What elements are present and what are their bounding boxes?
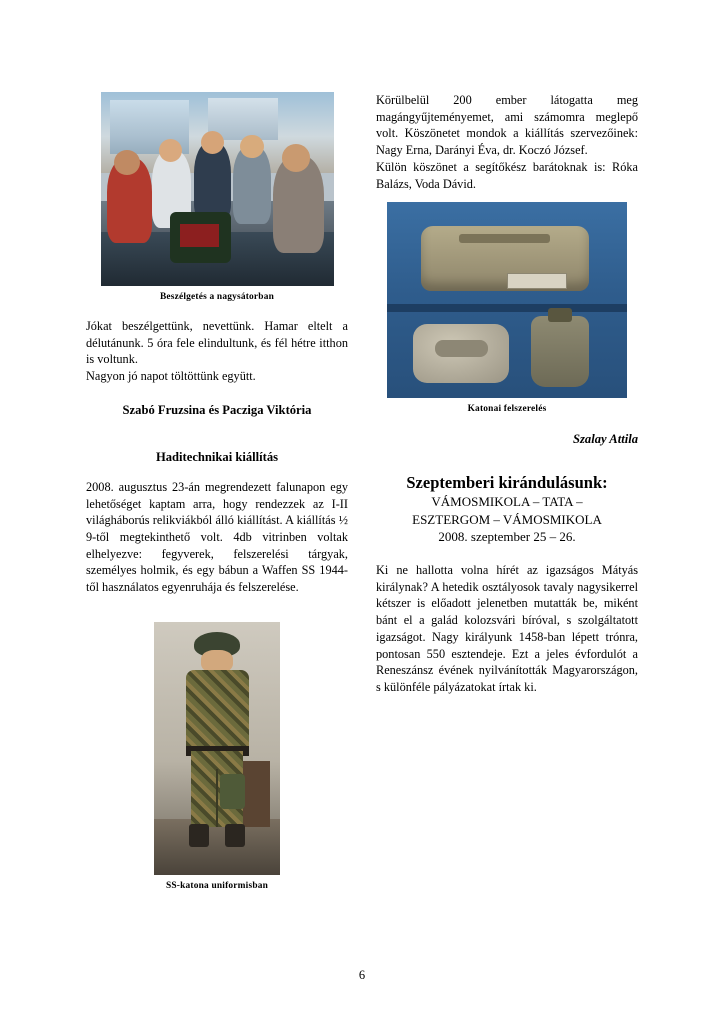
trip-route-line-1: VÁMOSMIKOLA – TATA – (431, 494, 583, 510)
photo-person-3-head (201, 131, 224, 154)
photo-exhibit-label (507, 273, 567, 289)
photo-floor (154, 819, 280, 875)
right-paragraph-3: Ki ne hallotta volna hírét az igazságos Mátyás királynak? A hetedik osztályosok tavaly nagysikerrel kétszer is előadott jelenetben mutatták be, miként bánt el a galád kolozsvári bíróval, s szolgáltatott igazságot. Nagy királyunk 1458-ban lépett trónra, pontosan 550 esztendeje. Ezt a jeles évfordulót a Reneszánsz évének nyilvánították Magyarországon, s különféle pályázatokat írtak ki. (376, 562, 638, 694)
left-column (86, 92, 348, 891)
photo-leg-separation (216, 769, 219, 827)
photo-person-4-head (240, 135, 263, 158)
right-paragraph-2: Külön köszönet a segítőkész barátoknak is: Róka Balázs, Voda Dávid. (376, 159, 638, 191)
photo-person-4 (233, 146, 270, 224)
right-paragraph-1: Körülbelül 200 ember látogatta meg magángyűjteményemet, ami számomra meglepő volt. Köszönetet mondok a kiállítás szervezőinek: Nagy Erna, Darányi Éva, dr. Koczó József. (376, 93, 638, 158)
article-byline-1: Szabó Fruzsina és Pacziga Viktória (122, 402, 312, 417)
right-column (376, 92, 638, 891)
section-title-exhibition: Haditechnikai kiállítás (155, 449, 279, 464)
spacer (376, 192, 638, 202)
photo-caption-equipment: Katonai felszerelés (467, 404, 547, 415)
left-paragraph-1: Jókat beszélgettünk, nevettünk. Hamar eltelt a délutánunk. 5 óra fele elindultunk, és fél hétre itthon is voltunk. (86, 319, 348, 367)
left-paragraph-3: 2008. augusztus 23-án megrendezett falunapon egy lehetőséget kaptam arra, hogy rendezzek az I-II világháborús relikviákból álló kiállítást. A kiállítás ½ 9-től megtekinthető volt. 4db vitrinben voltak elhelyezve: fegyverek, felszerelési tárgyak, személyes holmik, és egy bábun a Waffen SS 1944-től használatos egyenruhája és felszerelése. (86, 479, 348, 595)
photo-shelf-edge (387, 304, 627, 312)
spacer (86, 302, 348, 318)
photo-caption-ss-soldier: SS-katona uniformisban (165, 880, 269, 891)
left-paragraph-2: Nagyon jó napot töltöttünk együtt. (86, 369, 256, 384)
photo-mess-tin-handle (435, 340, 488, 358)
photo-boot-right (225, 824, 245, 847)
photo-caption-tent: Beszélgetés a nagysátorban (159, 292, 275, 302)
photo-bag-strap (459, 234, 550, 244)
trip-date: 2008. szeptember 25 – 26. (438, 529, 576, 545)
page-number: 6 (358, 968, 366, 982)
photo-person-5-head (282, 144, 310, 171)
section-title-trip: Szeptemberi kirándulásunk: (406, 473, 608, 493)
trip-route-line-2: ESZTERGOM – VÁMOSMIKOLA (412, 511, 602, 527)
photo-person-3 (194, 142, 231, 220)
spacer (376, 546, 638, 562)
photo-backpack-label (180, 224, 220, 247)
photo-military-equipment (387, 202, 627, 398)
article-byline-2: Szalay Attila (573, 432, 638, 447)
photo-ss-soldier-uniform (154, 622, 280, 875)
two-column-layout (86, 92, 638, 891)
photo-canteen-cap (548, 308, 572, 322)
photo-boot-left (189, 824, 209, 847)
photo-people-in-tent (101, 92, 334, 286)
photo-canteen (531, 316, 589, 387)
photo-side-pack (220, 774, 245, 809)
spacer (86, 596, 348, 622)
photo-person-2-head (159, 139, 182, 162)
photo-camouflage-jacket (186, 670, 249, 753)
